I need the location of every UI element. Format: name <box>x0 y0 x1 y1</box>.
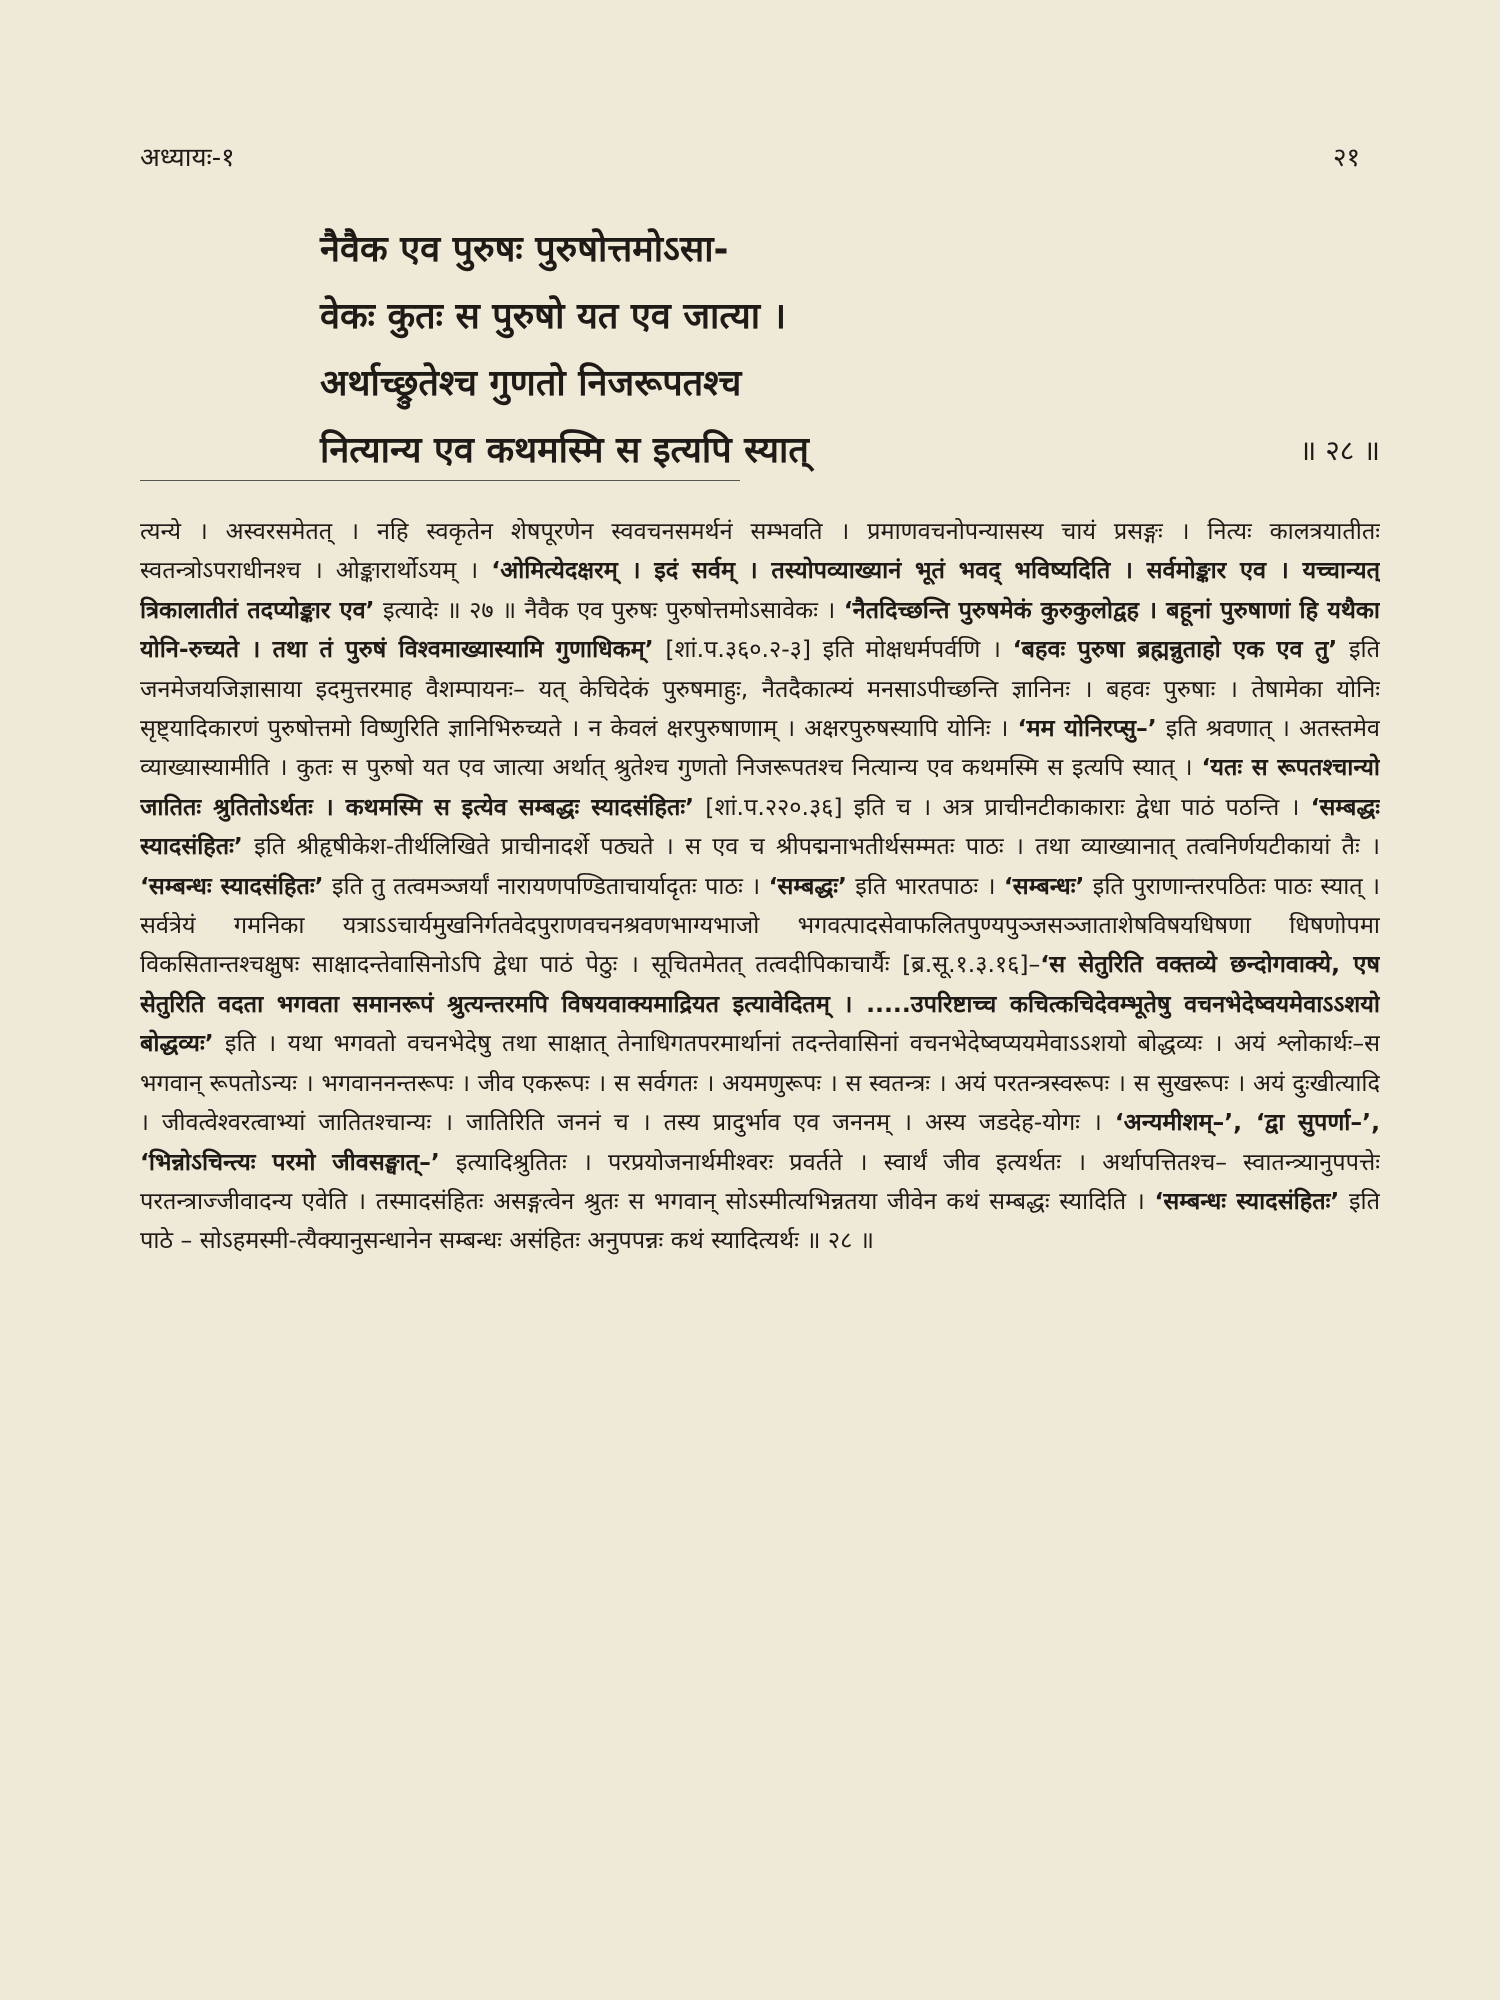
verse-line: नित्यान्य एव कथमस्मि स इत्यपि स्यात् <box>320 430 809 471</box>
commentary-segment: इत्यादिश्रुतितः । परप्रयोजनार्थमीश्वरः प्रवर्तते । स्वार्थं जीव इत्यर्थतः । अर्थापत्तितश्च– स्वातन्त्र्यानुपपत्तेः परतन्त्राज्जीवादन्य एवेति । तस्मादसंहितः असङ्गत्वेन श्रुतः स भगवान् सोऽस्मीत्यभिन्नतया जीवेन कथं सम्बद्धः स्यादिति । <box>140 1147 1380 1215</box>
commentary-segment: [शां.प.२२०.३६] इति च । अत्र प्राचीनटीकाकाराः द्वेधा पाठं पठन्ति । <box>694 792 1311 821</box>
commentary-segment: इत्यादेः ॥ २७ ॥ नैवैक एव पुरुषः पुरुषोत्तमोऽसावेकः । <box>374 595 844 624</box>
verse-number: ॥ २८ ॥ <box>1299 434 1380 467</box>
quotation-bold: ‘सम्बद्धः’ <box>768 871 847 900</box>
commentary-segment: इति श्रीहृषीकेश-तीर्थलिखिते प्राचीनादर्शे पठ्यते । स एव च श्रीपद्मनाभतीर्थसम्मतः पाठः । तथा व्याख्यानात् तत्वनिर्णयटीकायां तैः । <box>242 832 1380 861</box>
commentary-segment: इति पाठे – सोऽहमस्मी-त्यैक्यानुसन्धानेन सम्बन्धः असंहितः अनुपपन्नः कथं स्यादित्यर्थः ॥ २८ ॥ <box>140 1186 1380 1255</box>
quotation-bold: ‘सम्बद्धः स्यादसंहितः’ <box>140 792 1380 861</box>
quotation-bold: ‘ओमित्येदक्षरम् । इदं सर्वम् । तस्योपव्याख्यानं भूतं भवद् भविष्यदिति । सर्वमोङ्कार एव । यच्चान्यत् त्रिकालातीतं तदप्योङ्कार एव’ <box>140 556 1380 624</box>
running-head: अध्यायः-१ <box>140 143 235 173</box>
commentary-segment: [शां.प.३६०.२-३] इति मोक्षधर्मपर्वणि । <box>653 635 1013 664</box>
quotation-bold: ‘अन्यमीशम्–’, ‘द्वा सुपर्णा–’, ‘भिन्नोऽचिन्त्यः परमो जीवसङ्घात्–’ <box>140 1108 1380 1176</box>
verse-line: अर्थाच्छ्रुतेश्च गुणतो निजरूपतश्च <box>320 363 742 404</box>
commentary-segment: इति भारतपाठः । <box>846 871 1004 900</box>
page-number: २१ <box>1332 143 1360 173</box>
verse-line: वेकः कुतः स पुरुषो यत एव जात्या । <box>320 296 787 337</box>
quotation-bold: ‘सम्बन्धः’ <box>1003 871 1085 900</box>
commentary-segment: इति पुराणान्तरपठितः पाठः स्यात् । सर्वत्रेयं गमनिका यत्राऽऽचार्यमुखनिर्गतवेदपुराणवचनश्रवणभाग्यभाजो भगवत्पादसेवाफलितपुण्यपुञ्जसञ्जाताशेषविषयधिषणा धिषणोपमा विकसितान्तश्चक्षुषः साक्षादन्तेवासिनोऽपि द्वेधा पाठं पेठुः । सूचितमेतत् तत्वदीपिकाचार्यैः [ब्र.सू.१.३.१६]– <box>140 871 1380 979</box>
quotation-bold: ‘बहवः पुरुषा ब्रह्मन्नुताहो एक एव तु’ <box>1012 635 1338 664</box>
verse-block <box>320 216 1380 484</box>
commentary-segment: इति । यथा भगवतो वचनभेदेषु तथा साक्षात् तेनाधिगतपरमार्थानां तदन्तेवासिनां वचनभेदेष्वप्ययमेवाऽऽशयो बोद्धव्यः । अयं श्लोकार्थः–स भगवान् रूपतोऽन्यः । भगवाननन्तरूपः । जीव एकरूपः । स सर्वगतः । अयमणुरूपः । स स्वतन्त्रः । अयं परतन्त्रस्वरूपः । स सुखरूपः । अयं दुःखीत्यादि । जीवत्वेश्वरत्वाभ्यां जातितश्चान्यः । जातिरिति जननं च । तस्य प्रादुर्भाव एव जननम् । अस्य जडदेह-योगः । <box>140 1029 1380 1137</box>
quotation-bold: ‘सम्बन्धः स्यादसंहितः’ <box>140 871 324 900</box>
quotation-bold: ‘स सेतुरिति वक्तव्ये छन्दोगवाक्ये, एष सेतुरिति वदता भगवता समानरूपं श्रुत्यन्तरमपि विषयवाक्यमाद्रियत इत्यावेदितम् । .....उपरिष्टाच्च कचित्कचिदेवम्भूतेषु वचनभेदेष्वयमेवाऽऽशयो बोद्धव्यः’ <box>140 950 1380 1058</box>
commentary-segment: त्यन्ये । अस्वरसमेतत् । नहि स्वकृतेन शेषपूरणेन स्ववचनसमर्थनं सम्भवति । प्रमाणवचनोपन्यासस्य चायं प्रसङ्गः । नित्यः कालत्रयातीतः स्वतन्त्रोऽपराधीनश्च । ओङ्कारार्थोऽयम् । <box>140 517 1380 585</box>
verse-line: नैवैक एव पुरुषः पुरुषोत्तमोऽसा- <box>320 229 729 270</box>
quotation-bold: ‘सम्बन्धः स्यादसंहितः’ <box>1154 1186 1340 1215</box>
commentary-segment: इति श्रवणात् । अतस्तमेव व्याख्यास्यामीति । कुतः स पुरुषो यत एव जात्या अर्थात् श्रुतेश्च गुणतो निजरूपतश्च नित्यान्य एव कथमस्मि स इत्यपि स्यात् । <box>140 714 1380 782</box>
commentary-segment: इति तु तत्वमञ्जर्यां नारायणपण्डिताचार्यादृतः पाठः । <box>323 871 769 900</box>
quotation-bold: ‘नैतदिच्छन्ति पुरुषमेकं कुरुकुलोद्वह । बहूनां पुरुषाणां हि यथैका योनि-रुच्यते । तथा तं पुरुषं विश्वमाख्यास्यामि गुणाधिकम्’ <box>140 595 1380 664</box>
quotation-bold: ‘यतः स रूपतश्चान्यो जातितः श्रुतितोऽर्थतः । कथमस्मि स इत्येव सम्बद्धः स्यादसंहितः’ <box>140 753 1380 821</box>
commentary-segment: इति जनमेजयजिज्ञासाया इदमुत्तरमाह वैशम्पायनः– यत् केचिदेकं पुरुषमाहुः, नैतदैकात्म्यं मनसाऽपीच्छन्ति ज्ञानिनः । बहवः पुरुषाः । तेषामेका योनिः सृष्ट्यादिकारणं पुरुषोत्तमो विष्णुरिति ज्ञानिभिरुच्यते । न केवलं क्षरपुरुषाणाम् । अक्षरपुरुषस्यापि योनिः । <box>140 635 1380 743</box>
quotation-bold: ‘मम योनिरप्सु–’ <box>1017 714 1157 743</box>
commentary-text <box>140 512 1380 1852</box>
divider-rule <box>140 480 740 481</box>
